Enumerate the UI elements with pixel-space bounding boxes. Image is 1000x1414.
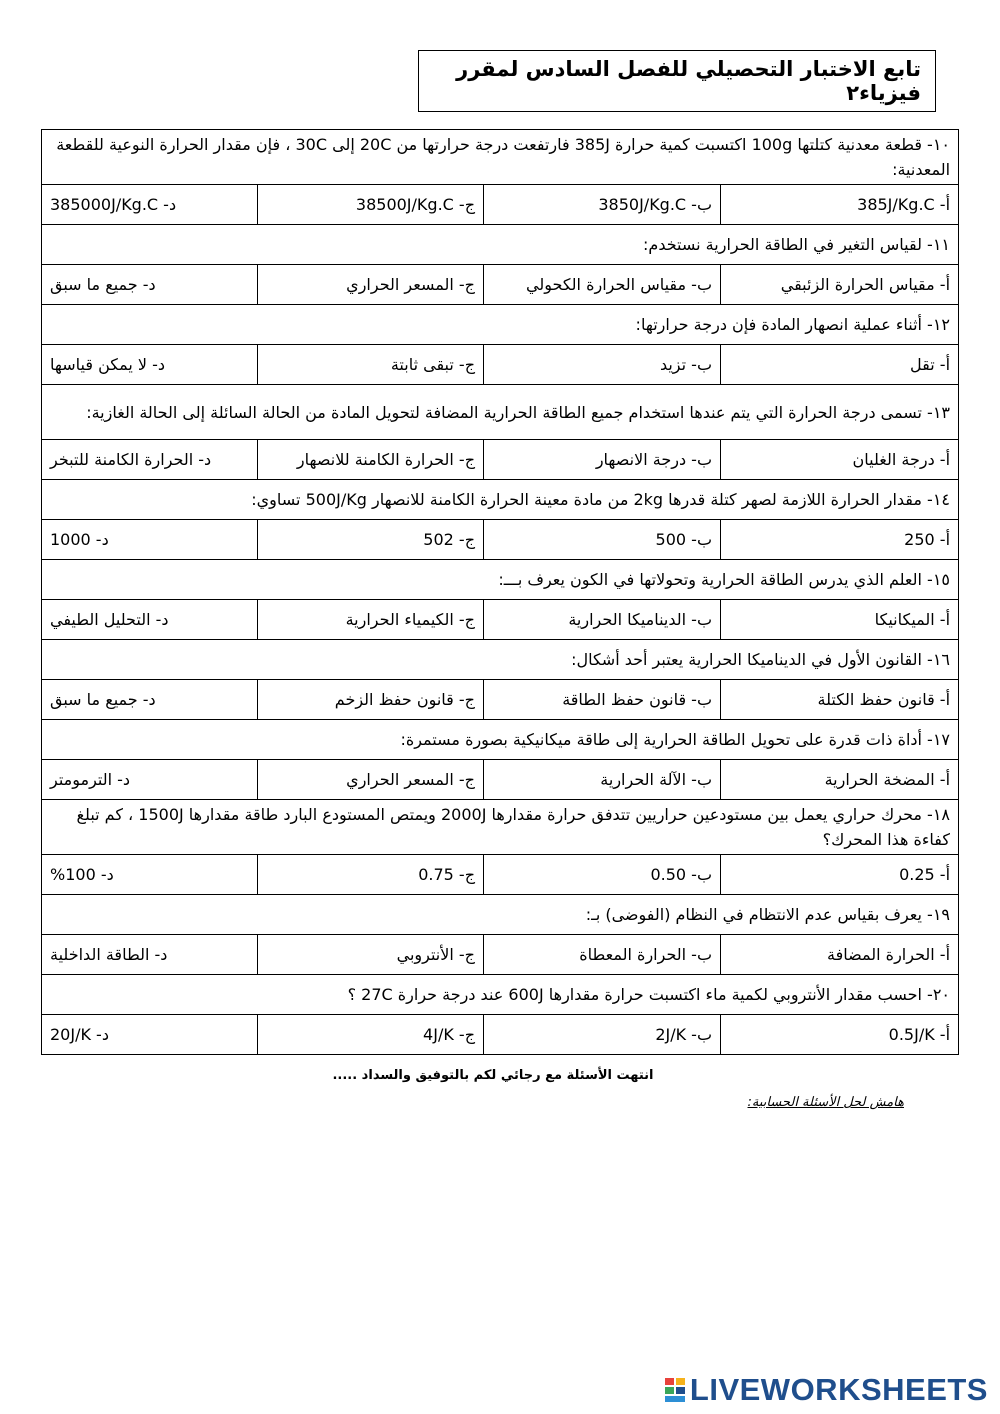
option-d[interactable]: د- 385000J/Kg.C (42, 185, 258, 225)
liveworksheets-logo (664, 1372, 988, 1408)
closing-note: انتهت الأسئلة مع رجائي لكم بالتوفيق والسداد ..... (332, 1068, 654, 1083)
question-row (42, 480, 959, 520)
option-a[interactable]: أ- 0.25 (721, 855, 959, 895)
options-row (42, 345, 959, 385)
option-b[interactable]: ب- درجة الانصهار (484, 440, 721, 480)
liveworksheets-icon (664, 1377, 686, 1403)
brand-name: LIVEWORKSHEETS (689, 1372, 988, 1407)
option-b[interactable]: ب- تزيد (484, 345, 721, 385)
option-c[interactable]: ج- الكيمياء الحرارية (258, 600, 484, 640)
question-row (42, 130, 959, 185)
question-text: ١٣- تسمى درجة الحرارة التي يتم عندها استخدام جميع الطاقة الحرارية المضافة لتحويل المادة من الحالة السائلة إلى الحالة الغازية: (42, 385, 959, 440)
calculation-margin-label: هامش لحل الأسئلة الحسابية: (747, 1095, 904, 1110)
option-d[interactable]: د- الترمومتر (42, 760, 258, 800)
option-a[interactable]: أ- المضخة الحرارية (721, 760, 959, 800)
option-d[interactable]: د- التحليل الطيفي (42, 600, 258, 640)
option-d[interactable]: د- 100% (42, 855, 258, 895)
question-row (42, 975, 959, 1015)
question-row (42, 225, 959, 265)
options-row (42, 935, 959, 975)
option-c[interactable]: ج- 4J/K (258, 1015, 484, 1055)
option-b[interactable]: ب- مقياس الحرارة الكحولي (484, 265, 721, 305)
options-row (42, 600, 959, 640)
option-b[interactable]: ب- الحرارة المعطاة (484, 935, 721, 975)
option-a[interactable]: أ- تقل (721, 345, 959, 385)
option-a[interactable]: أ- مقياس الحرارة الزئبقي (721, 265, 959, 305)
page-title: تابع الاختبار التحصيلي للفصل السادس لمقرر فيزياء٢ (418, 50, 936, 112)
option-b[interactable]: ب- قانون حفظ الطاقة (484, 680, 721, 720)
question-row (42, 640, 959, 680)
options-row (42, 760, 959, 800)
option-b[interactable]: ب- 3850J/Kg.C (484, 185, 721, 225)
option-b[interactable]: ب- الآلة الحرارية (484, 760, 721, 800)
question-row (42, 720, 959, 760)
option-b[interactable]: ب- 2J/K (484, 1015, 721, 1055)
options-row (42, 520, 959, 560)
question-text: ١٨- محرك حراري يعمل بين مستودعين حراريين تتدفق حرارة مقدارها 2000J ويمتص المستودع البارد طاقة مقدارها 1500J ، كم تبلغ كفاءة هذا المحرك؟ (42, 800, 959, 855)
question-text: ١٤- مقدار الحرارة اللازمة لصهر كتلة قدرها 2kg من مادة معينة الحرارة الكامنة للانصهار 500J/Kg تساوي: (42, 480, 959, 520)
question-text: ١٩- يعرف بقياس عدم الانتظام في النظام (الفوضى) بـ: (42, 895, 959, 935)
options-row (42, 680, 959, 720)
question-row (42, 895, 959, 935)
option-c[interactable]: ج- تبقى ثابتة (258, 345, 484, 385)
option-a[interactable]: أ- الميكانيكا (721, 600, 959, 640)
question-row (42, 800, 959, 855)
option-a[interactable]: أ- 250 (721, 520, 959, 560)
option-d[interactable]: د- جميع ما سبق (42, 265, 258, 305)
option-d[interactable]: د- لا يمكن قياسها (42, 345, 258, 385)
option-b[interactable]: ب- 500 (484, 520, 721, 560)
option-c[interactable]: ج- الأنتروبي (258, 935, 484, 975)
option-d[interactable]: د- الطاقة الداخلية (42, 935, 258, 975)
option-b[interactable]: ب- 0.50 (484, 855, 721, 895)
option-d[interactable]: د- جميع ما سبق (42, 680, 258, 720)
question-text: ١٦- القانون الأول في الديناميكا الحرارية يعتبر أحد أشكال: (42, 640, 959, 680)
options-row (42, 855, 959, 895)
option-a[interactable]: أ- قانون حفظ الكتلة (721, 680, 959, 720)
questions-table (41, 129, 959, 1055)
options-row (42, 440, 959, 480)
option-d[interactable]: د- الحرارة الكامنة للتبخر (42, 440, 258, 480)
option-c[interactable]: ج- 502 (258, 520, 484, 560)
option-c[interactable]: ج- المسعر الحراري (258, 265, 484, 305)
option-d[interactable]: د- 1000 (42, 520, 258, 560)
question-text: ١١- لقياس التغير في الطاقة الحرارية نستخدم: (42, 225, 959, 265)
question-row (42, 385, 959, 440)
question-text: ١٥- العلم الذي يدرس الطاقة الحرارية وتحولاتها في الكون يعرف بـــ: (42, 560, 959, 600)
option-c[interactable]: ج- 38500J/Kg.C (258, 185, 484, 225)
question-text: ١٢- أثناء عملية انصهار المادة فإن درجة حرارتها: (42, 305, 959, 345)
option-a[interactable]: أ- درجة الغليان (721, 440, 959, 480)
options-row (42, 1015, 959, 1055)
options-row (42, 185, 959, 225)
option-c[interactable]: ج- المسعر الحراري (258, 760, 484, 800)
question-row (42, 305, 959, 345)
question-row (42, 560, 959, 600)
question-text: ١٧- أداة ذات قدرة على تحويل الطاقة الحرارية إلى طاقة ميكانيكية بصورة مستمرة: (42, 720, 959, 760)
option-c[interactable]: ج- قانون حفظ الزخم (258, 680, 484, 720)
question-text: ١٠- قطعة معدنية كتلتها 100g اكتسبت كمية حرارة 385J فارتفعت درجة حرارتها من 20C إلى 30C ، فإن مقدار الحرارة النوعية للقطعة المعدنية: (42, 130, 959, 185)
option-a[interactable]: أ- الحرارة المضافة (721, 935, 959, 975)
option-c[interactable]: ج- الحرارة الكامنة للانصهار (258, 440, 484, 480)
option-c[interactable]: ج- 0.75 (258, 855, 484, 895)
option-a[interactable]: أ- 385J/Kg.C (721, 185, 959, 225)
options-row (42, 265, 959, 305)
option-b[interactable]: ب- الديناميكا الحرارية (484, 600, 721, 640)
question-text: ٢٠- احسب مقدار الأنتروبي لكمية ماء اكتسبت حرارة مقدارها 600J عند درجة حرارة 27C ؟ (42, 975, 959, 1015)
option-a[interactable]: أ- 0.5J/K (721, 1015, 959, 1055)
option-d[interactable]: د- 20J/K (42, 1015, 258, 1055)
